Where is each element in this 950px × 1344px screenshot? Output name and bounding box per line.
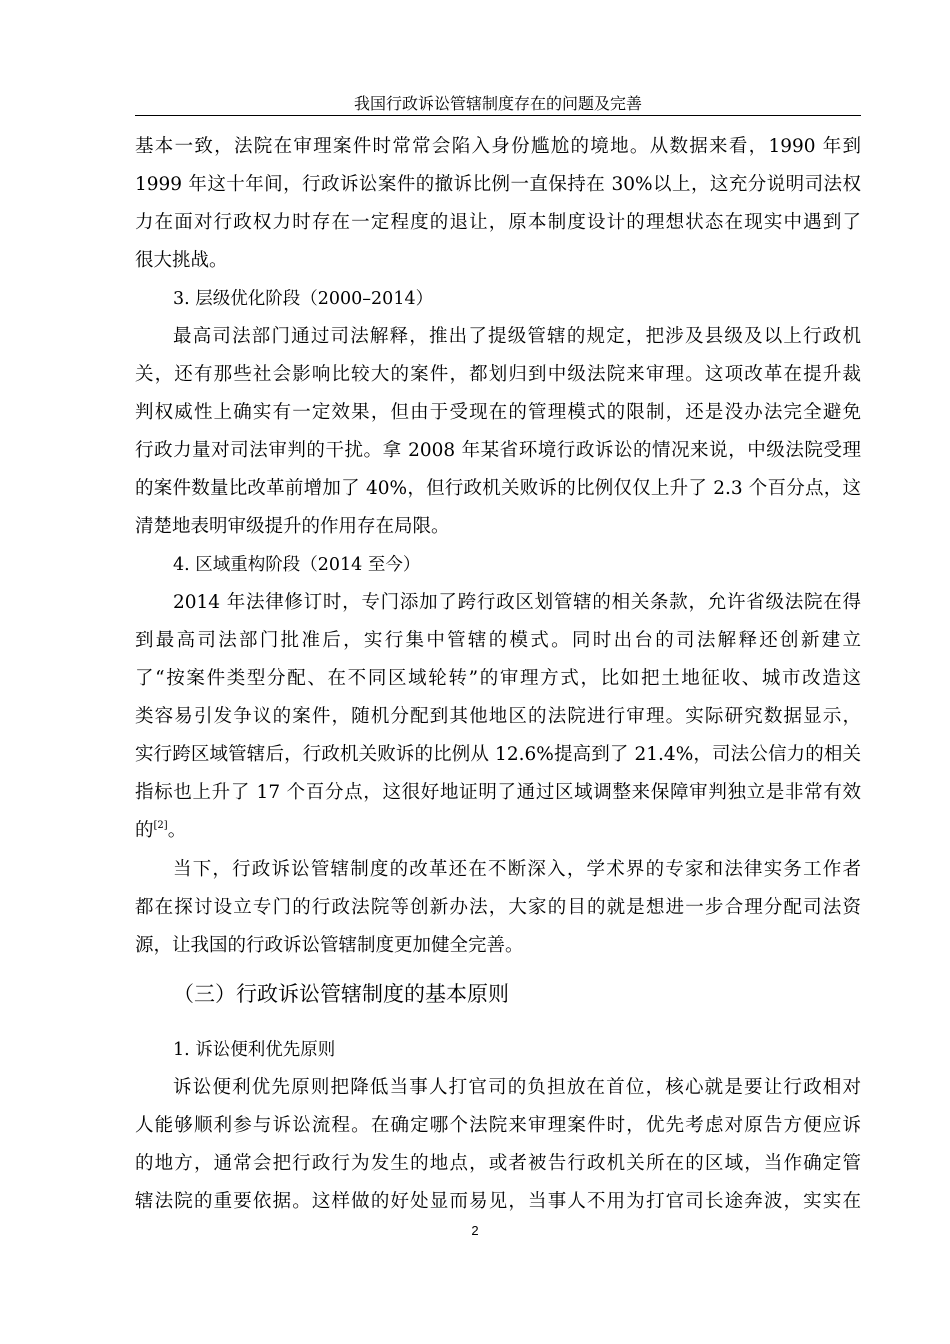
body-line: 很大挑战。 (135, 250, 228, 271)
subheading: 4. 区域重构阶段（2014 至今） (173, 555, 421, 575)
running-header: 我国行政诉讼管辖制度存在的问题及完善 (353, 94, 642, 113)
body-line: 2014 年法律修订时，专门添加了跨行政区划管辖的相关条款，允许省级法院在得 (173, 592, 861, 613)
body-text: 的 (135, 820, 154, 841)
body-line: 辖法院的重要依据。这样做的好处显而易见，当事人不用为打官司长途奔波，实实在 (135, 1191, 861, 1212)
citation-reference[interactable]: [2] (153, 820, 168, 831)
body-line: 源，让我国的行政诉讼管辖制度更加健全完善。 (135, 935, 524, 956)
body-line: 最高司法部门通过司法解释，推出了提级管辖的规定，把涉及县级及以上行政机 (173, 326, 861, 347)
page-number: 2 (471, 1223, 479, 1238)
body-line: 都在探讨设立专门的行政法院等创新办法，大家的目的就是想进一步合理分配司法资 (135, 897, 861, 918)
body-line: 关，还有那些社会影响比较大的案件，都划归到中级法院来审理。这项改革在提升裁 (135, 364, 861, 385)
body-line: 的案件数量比改革前增加了 40%，但行政机关败诉的比例仅仅上升了 2.3 个百分点，这 (135, 478, 861, 499)
body-line: 1999 年这十年间，行政诉讼案件的撤诉比例一直保持在 30%以上，这充分说明司法权 (135, 174, 861, 195)
body-line: 到最高司法部门批准后，实行集中管辖的模式。同时出台的司法解释还创新建立 (135, 630, 861, 651)
subheading: 1. 诉讼便利优先原则 (173, 1040, 336, 1060)
body-line: 力在面对行政权力时存在一定程度的退让，原本制度设计的理想状态在现实中遇到了 (135, 212, 861, 233)
body-line: 当下，行政诉讼管辖制度的改革还在不断深入，学术界的专家和法律实务工作者 (173, 859, 861, 880)
body-line: 类容易引发争议的案件，随机分配到其他地区的法院进行审理。实际研究数据显示， (135, 706, 861, 727)
section-heading: （三）行政诉讼管辖制度的基本原则 (173, 982, 509, 1006)
body-line: 了“按案件类型分配、在不同区域轮转”的审理方式，比如把土地征收、城市改造这 (135, 668, 861, 689)
header-rule (135, 115, 861, 116)
body-line: 的地方，通常会把行政行为发生的地点，或者被告行政机关所在的区域，当作确定管 (135, 1153, 861, 1174)
body-line: 人能够顺利参与诉讼流程。在确定哪个法院来审理案件时，优先考虑对原告方便应诉 (135, 1115, 861, 1136)
body-line: 指标也上升了 17 个百分点，这很好地证明了通过区域调整来保障审判独立是非常有效 (135, 782, 861, 803)
body-line-with-citation (135, 813, 861, 849)
body-line: 实行跨区域管辖后，行政机关败诉的比例从 12.6%提高到了 21.4%，司法公信力的相关 (135, 744, 861, 765)
body-text: 。 (167, 820, 187, 841)
body-line: 诉讼便利优先原则把降低当事人打官司的负担放在首位，核心就是要让行政相对 (173, 1077, 861, 1098)
subheading: 3. 层级优化阶段（2000–2014） (173, 289, 434, 309)
body-line: 判权威性上确实有一定效果，但由于受现在的管理模式的限制，还是没办法完全避免 (135, 402, 861, 423)
body-line: 行政力量对司法审判的干扰。拿 2008 年某省环境行政诉讼的情况来说，中级法院受理 (135, 440, 861, 461)
body-line: 基本一致，法院在审理案件时常常会陷入身份尴尬的境地。从数据来看，1990 年到 (135, 136, 861, 157)
body-line: 清楚地表明审级提升的作用存在局限。 (135, 516, 450, 537)
